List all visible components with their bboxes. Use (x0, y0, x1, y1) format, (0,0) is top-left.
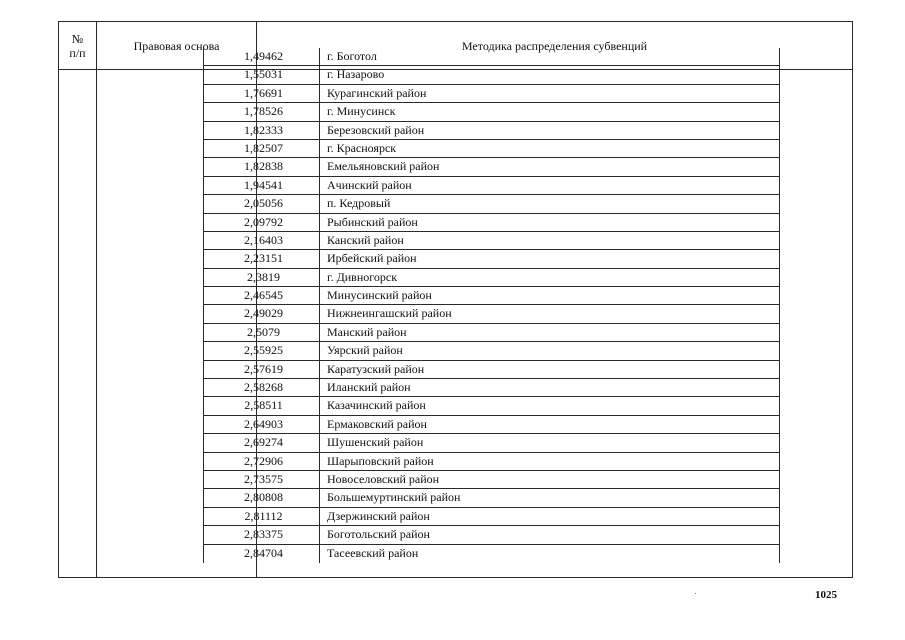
municipality-name: Большемуртинский район (327, 490, 461, 505)
municipality-name: г. Назарово (327, 67, 385, 82)
table-row (204, 48, 779, 66)
municipality-name: Иланский район (327, 380, 411, 395)
municipality-name: Курагинский район (327, 85, 427, 100)
coefficient-value: 2,58511 (204, 397, 320, 414)
municipality-name: Канский район (327, 232, 404, 247)
coefficient-value: 2,83375 (204, 526, 320, 543)
table-row (204, 269, 779, 287)
municipality-name: Нижнеингашский район (327, 306, 452, 321)
table-row (204, 526, 779, 544)
header-number-column (59, 22, 96, 69)
municipality-name: Каратузский район (327, 361, 425, 376)
municipality-name: Минусинский район (327, 288, 432, 303)
table-row (204, 85, 779, 103)
municipality-name: г. Минусинск (327, 104, 396, 119)
table-row (204, 158, 779, 176)
municipality-name: Тасеевский район (327, 545, 419, 560)
municipality-name: Шушенский район (327, 435, 424, 450)
coefficient-value: 2,73575 (204, 471, 320, 488)
coefficient-value: 2,72906 (204, 453, 320, 470)
municipality-name: г. Боготол (327, 49, 377, 63)
municipality-name: Уярский район (327, 343, 403, 358)
table-row (204, 287, 779, 305)
coefficient-value: 2,58268 (204, 379, 320, 396)
table-row (204, 379, 779, 397)
municipality-name: Ачинский район (327, 177, 412, 192)
table-row (204, 140, 779, 158)
table-row (204, 66, 779, 84)
municipality-name: Ермаковский район (327, 416, 427, 431)
coefficient-value: 1,78526 (204, 103, 320, 120)
municipality-name: Шарыповский район (327, 453, 434, 468)
table-row (204, 232, 779, 250)
coefficient-value: 2,16403 (204, 232, 320, 249)
municipality-name: г. Красноярск (327, 140, 397, 155)
municipality-name: Новоселовский район (327, 471, 440, 486)
header-number-symbol: № (71, 31, 84, 46)
coefficient-value: 2,55925 (204, 342, 320, 359)
municipality-name: г. Дивногорск (327, 269, 398, 284)
coefficient-value: 2,80808 (204, 489, 320, 506)
coefficient-value: 2,84704 (204, 545, 320, 563)
table-row (204, 214, 779, 232)
coefficient-value: 1,82507 (204, 140, 320, 157)
coefficient-value: 2,5079 (204, 324, 320, 341)
table-row (204, 103, 779, 121)
table-row (204, 324, 779, 342)
coefficient-value: 2,81112 (204, 508, 320, 525)
municipality-name: п. Кедровый (327, 196, 391, 211)
table-row (204, 177, 779, 195)
municipality-name: Дзержинский район (327, 508, 430, 523)
table-row (204, 471, 779, 489)
municipality-name: Ирбейский район (327, 251, 417, 266)
column-divider-number (96, 22, 97, 577)
coefficient-value: 1,76691 (204, 85, 320, 102)
coefficient-value: 2,69274 (204, 434, 320, 451)
coefficient-value: 2,57619 (204, 361, 320, 378)
municipality-name: Казачинский район (327, 398, 426, 413)
page-number: 1025 (815, 589, 837, 601)
table-row (204, 545, 779, 563)
table-row (204, 250, 779, 268)
table-row (204, 305, 779, 323)
table-row (204, 361, 779, 379)
municipality-name: Емельяновский район (327, 159, 440, 174)
coefficient-value: 2,3819 (204, 269, 320, 286)
coefficient-value: 2,23151 (204, 250, 320, 267)
header-number-abbrev: п/п (69, 45, 86, 60)
coefficient-value: 2,09792 (204, 214, 320, 231)
table-row (204, 122, 779, 140)
table-row (204, 453, 779, 471)
table-row (204, 195, 779, 213)
coefficient-value: 1,49462 (204, 48, 320, 65)
municipality-name: Рыбинский район (327, 214, 418, 229)
table-row (204, 416, 779, 434)
coefficient-value: 1,94541 (204, 177, 320, 194)
coefficient-value: 1,82333 (204, 122, 320, 139)
header-method: Методика распределения субвенций (461, 38, 648, 53)
table-row (204, 489, 779, 507)
municipality-name: Березовский район (327, 122, 425, 137)
table-row (204, 434, 779, 452)
table-row (204, 508, 779, 526)
header-legal-basis: Правовая основа (133, 38, 220, 53)
municipality-name: Боготольский район (327, 527, 430, 542)
coefficient-value: 1,82838 (204, 158, 320, 175)
table-row (204, 397, 779, 415)
coefficient-value: 2,05056 (204, 195, 320, 212)
table-row (204, 342, 779, 360)
coefficient-value: 2,46545 (204, 287, 320, 304)
coefficient-table (203, 48, 780, 563)
municipality-name: Манский район (327, 324, 407, 339)
coefficient-value: 1,55031 (204, 66, 320, 83)
scan-speck (695, 593, 696, 594)
coefficient-value: 2,49029 (204, 305, 320, 322)
coefficient-value: 2,64903 (204, 416, 320, 433)
